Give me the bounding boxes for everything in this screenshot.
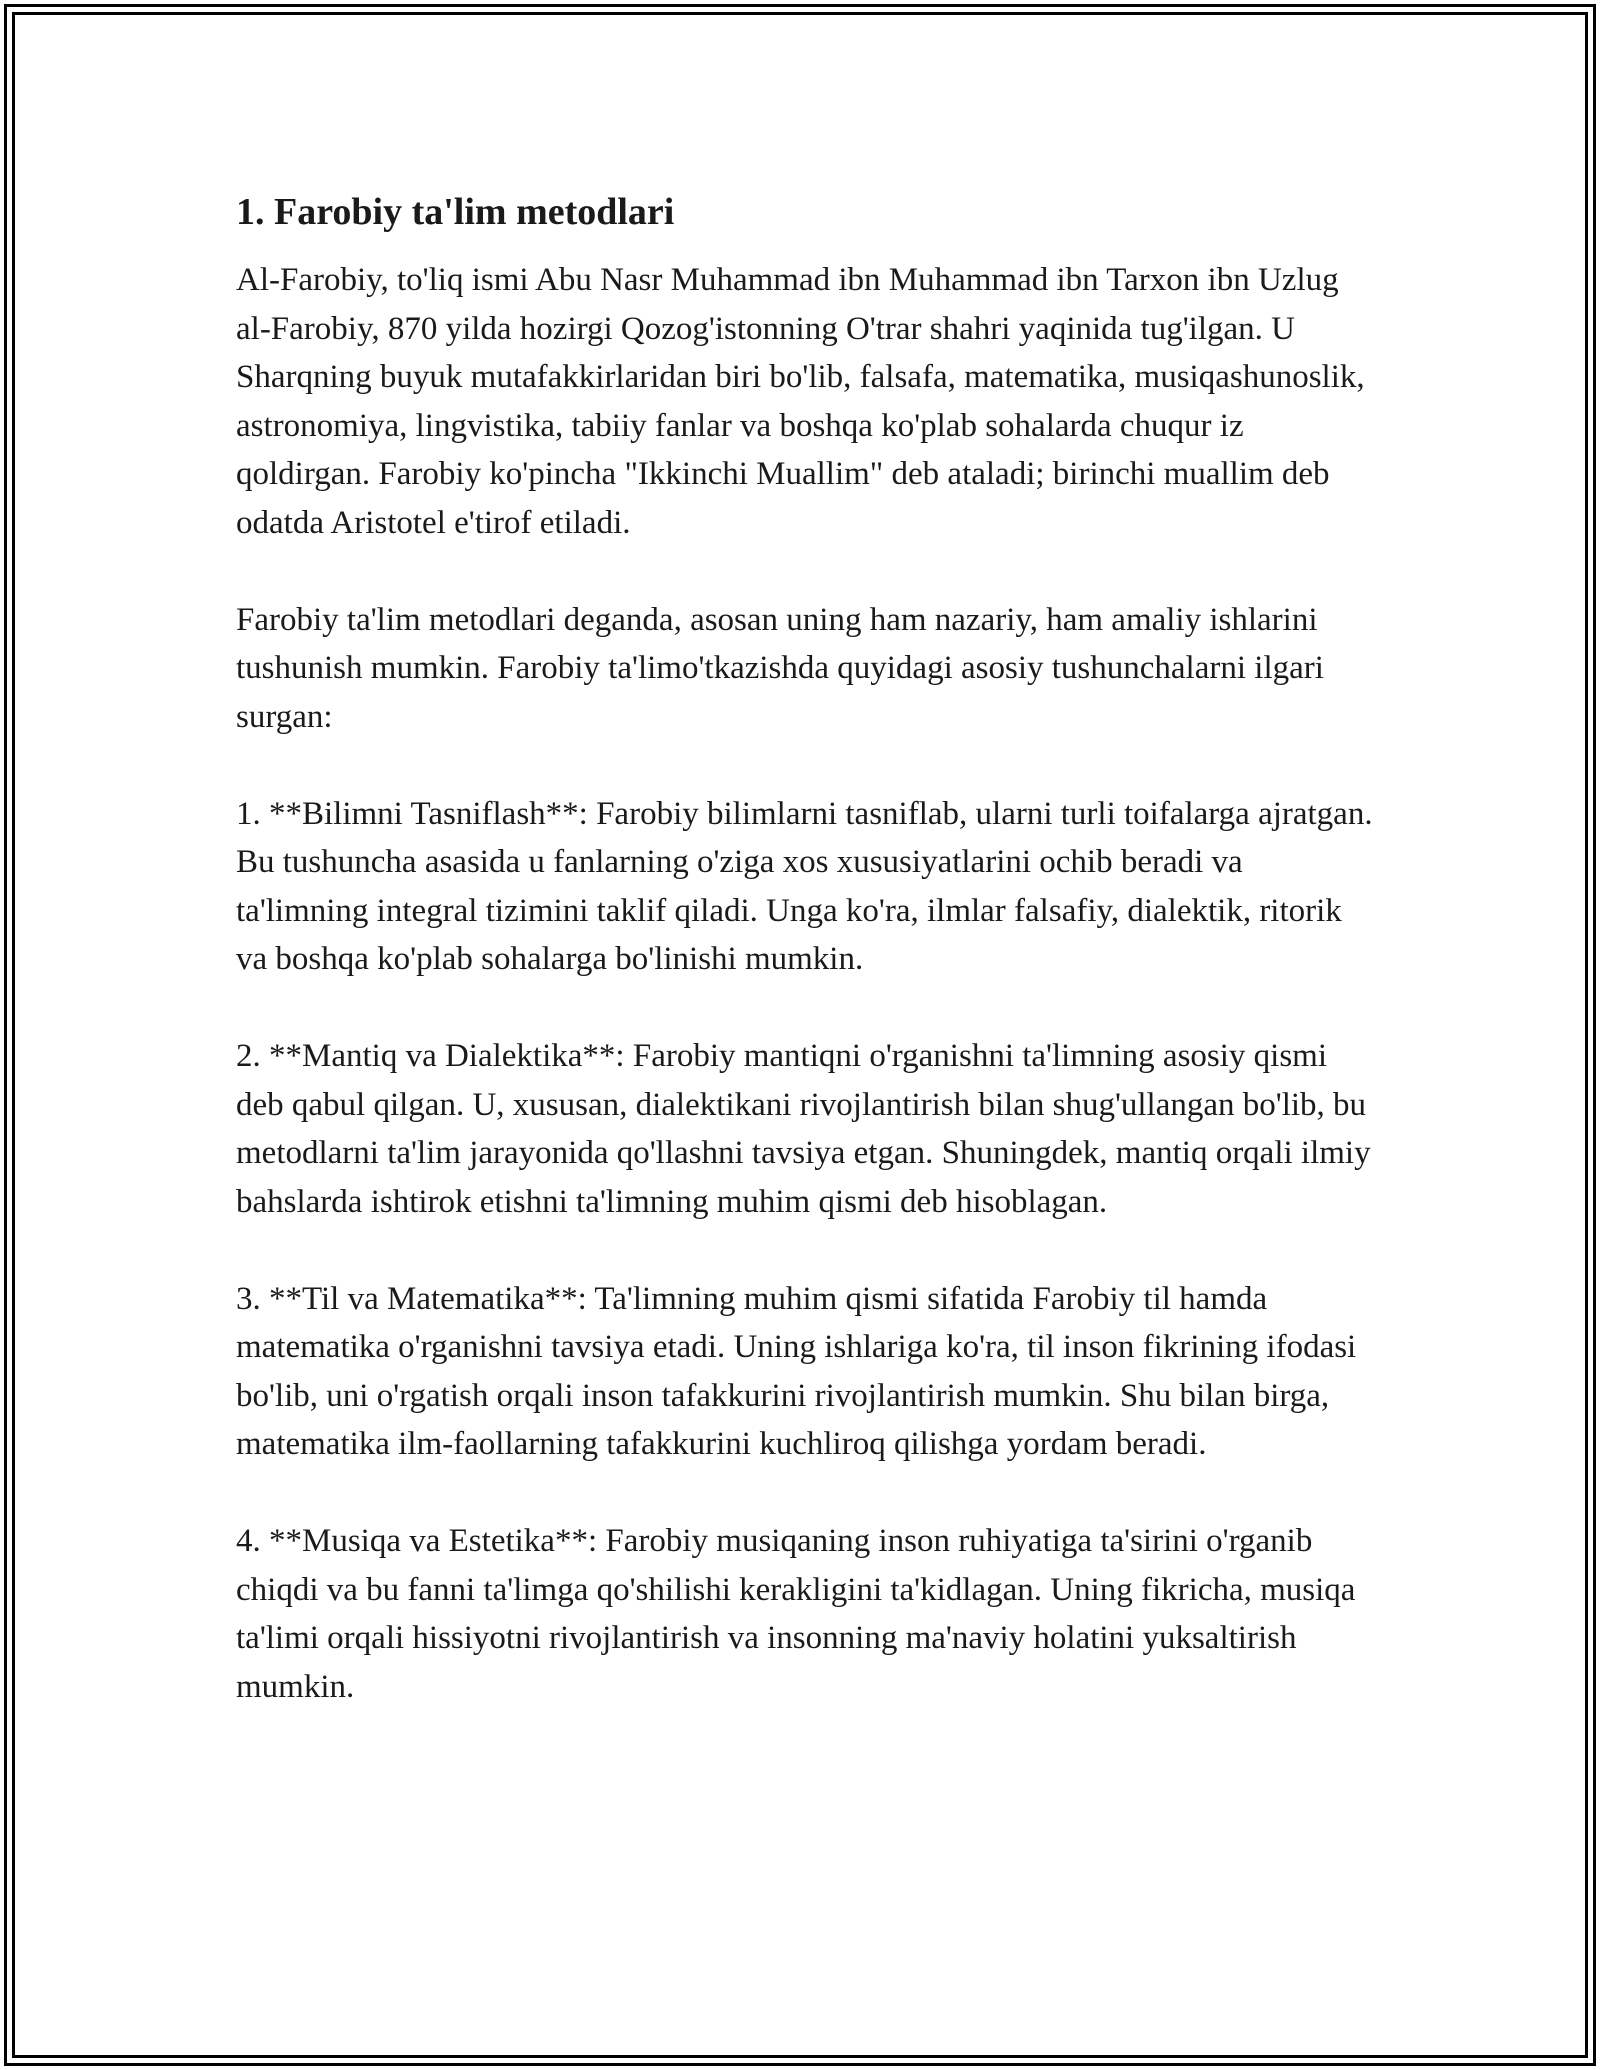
document-title: 1. Farobiy ta'lim metodlari [236, 191, 675, 233]
paragraph-intro: Al-Farobiy, to'liq ismi Abu Nasr Muhammad ibn Muhammad ibn Tarxon ibn Uzlug al-Farobiy, 870 yilda hozirgi Qozog'istonning O'trar shahri yaqinida tug'ilgan. U Sharqning buyuk mutafakkirlaridan biri bo'lib, falsafa, matematika, musiqashunoslik, astronomiya, lingvistika, tabiiy fanlar va boshqa ko'plab sohalarda chuqur iz qoldirgan. Farobiy ko'pincha "Ikkinchi Muallim" deb ataladi; birinchi muallim deb odatda Aristotel e'tirof etiladi. [236, 262, 1365, 541]
list-item-music-aesthetics: 4. **Musiqa va Estetika**: Farobiy musiqaning inson ruhiyatiga ta'sirini o'rganib chiqdi va bu fanni ta'limga qo'shilishi kerakligini ta'kidlagan. Uning fikricha, musiqa ta'limi orqali hissiyotni rivojlantirish va insonning ma'naviy holatini yuksaltirish mumkin. [236, 1523, 1356, 1705]
list-item-knowledge-classification: 1. **Bilimni Tasniflash**: Farobiy bilimlarni tasniflab, ularni turli toifalarga ajratgan. Bu tushuncha asasida u fanlarning o'ziga xos xususiyatlarini ochib beradi va ta'limning integral tizimini taklif qiladi. Unga ko'ra, ilmlar falsafiy, dialektik, ritorik va boshqa ko'plab sohalarga bo'linishi mumkin. [236, 795, 1373, 977]
list-item-language-mathematics: 3. **Til va Matematika**: Ta'limning muhim qismi sifatida Farobiy til hamda matematika o'rganishni tavsiya etadi. Uning ishlariga ko'ra, til inson fikrining ifodasi bo'lib, uni o'rgatish orqali inson tafakkurini rivojlantirish mumkin. Shu bilan birga, matematika ilm-faollarning tafakkurini kuchliroq qilishga yordam beradi. [236, 1280, 1357, 1462]
document-body [236, 188, 1376, 1711]
paragraph-methods-overview: Farobiy ta'lim metodlari deganda, asosan uning ham nazariy, ham amaliy ishlarini tushunish mumkin. Farobiy ta'limo'tkazishda quyidagi asosiy tushunchalarni ilgari surgan: [236, 601, 1324, 735]
list-item-logic-dialectics: 2. **Mantiq va Dialektika**: Farobiy mantiqni o'rganishni ta'limning asosiy qismi deb qabul qilgan. U, xususan, dialektikani rivojlantirish bilan shug'ullangan bo'lib, bu metodlarni ta'lim jarayonida qo'llashni tavsiya etgan. Shuningdek, mantiq orqali ilmiy bahslarda ishtirok etishni ta'limning muhim qismi deb hisoblagan. [236, 1038, 1371, 1220]
